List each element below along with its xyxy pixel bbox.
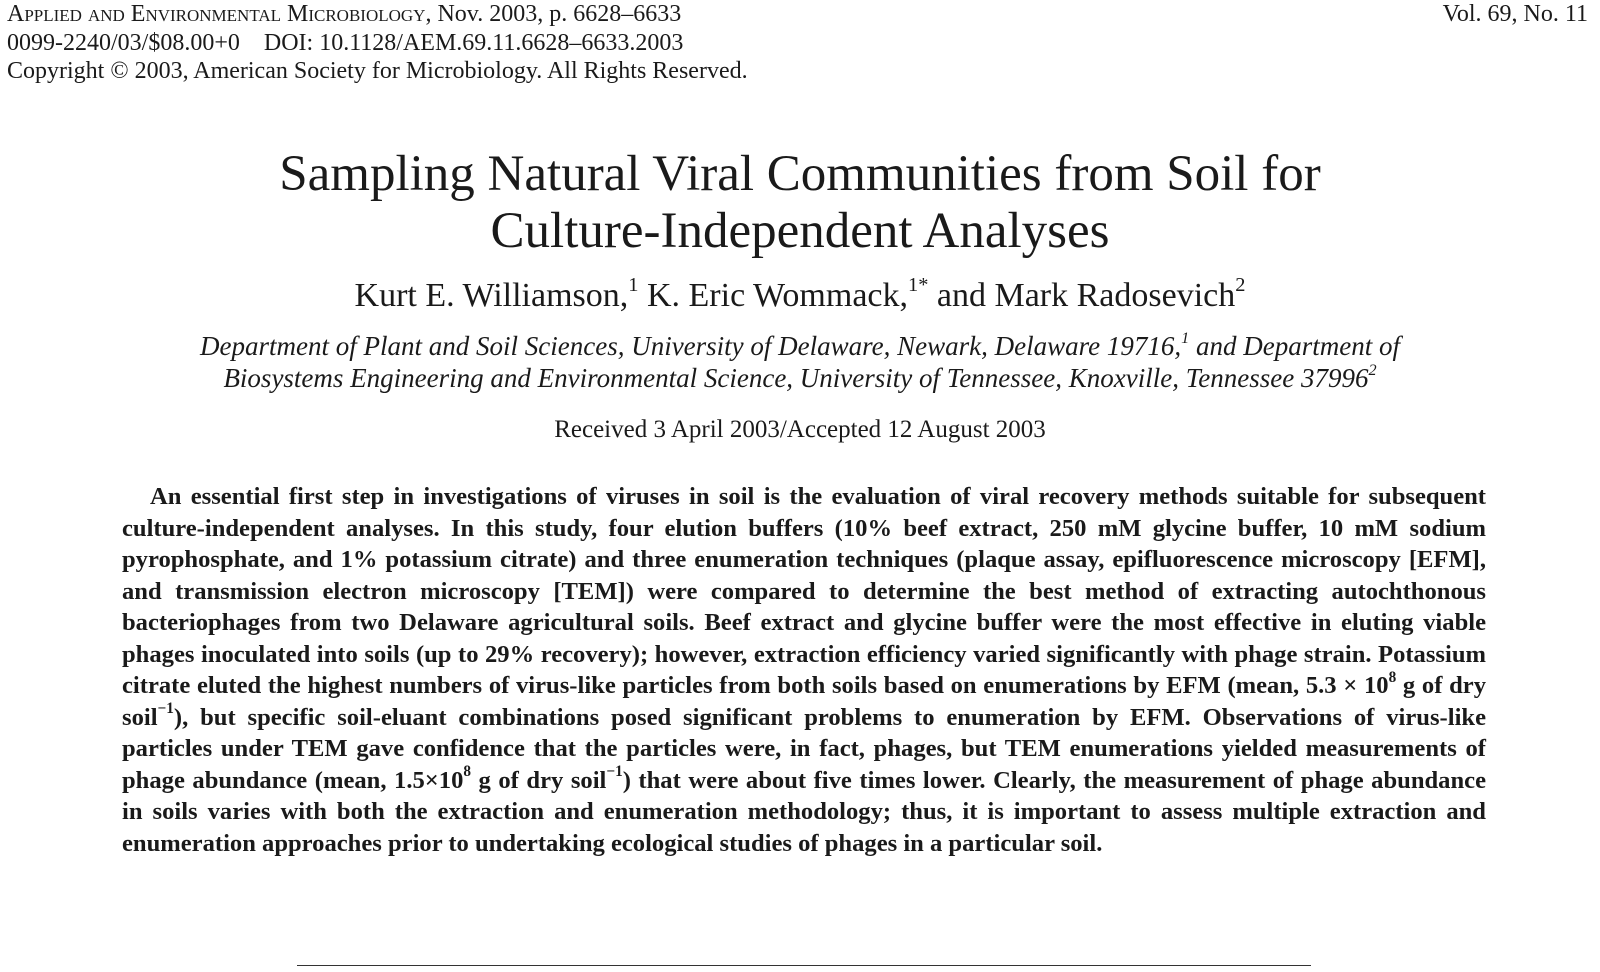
- abstract-text: g of dry soil: [122, 672, 1486, 731]
- abstract-text: ), but specific soil-eluant combinations posed significant problems to enumeration by EFM. Observations of virus-like particles under TEM gave confidence that the particles were, in fact, phages, but TEM enumerations yielded measurements of phage abundance (mean, 1.5×10: [122, 703, 1486, 794]
- exponent: 8: [1388, 668, 1397, 686]
- author-name: K. Eric Wommack,: [638, 277, 908, 314]
- abstract: [122, 481, 1486, 859]
- affiliation-mark: 2: [1368, 360, 1377, 379]
- journal-header: [7, 0, 748, 86]
- article-title: [0, 146, 1600, 260]
- affiliation-text: and Department of: [1189, 331, 1400, 361]
- received-accepted-dates: Received 3 April 2003/Accepted 12 August 2003: [554, 416, 1046, 443]
- affiliation-line-2: [0, 362, 1600, 394]
- affiliation-mark: 1: [1181, 328, 1190, 347]
- abstract-text: An essential first step in investigations of viruses in soil is the evaluation of viral recovery methods suitable for subsequent culture-independent analyses. In this study, four elution buffers (10% beef extract, 250 mM glycine buffer, 10 mM sodium pyrophosphate, and 1% potassium citrate) and three enumeration techniques (plaque assay, epifluorescence microscopy [EFM], and transmission electron microscopy [TEM]) were compared to determine the best method of extracting autochthonous bacteriophages from two Delaware agricultural soils. Beef extract and glycine buffer were the most effective in eluting viable phages inoculated into soils (up to 29% recovery); however, extraction efficiency varied significantly with phage strain. Potassium citrate eluted the highest numbers of virus-like particles from both soils based on enumerations by EFM (mean, 5.3 × 10: [122, 483, 1486, 699]
- author-affiliation-mark: 1: [628, 273, 639, 296]
- title-line-1: Sampling Natural Viral Communities from Soil for: [279, 146, 1321, 202]
- issn-doi-line: 0099-2240/03/$08.00+0 DOI: 10.1128/AEM.69.11.6628–6633.2003: [7, 29, 684, 56]
- exponent: 8: [463, 763, 471, 781]
- affiliation-line-1: [0, 330, 1600, 362]
- author-list: [0, 273, 1600, 316]
- exponent: −1: [157, 700, 174, 718]
- exponent: −1: [606, 763, 623, 781]
- section-divider: [297, 965, 1311, 966]
- author-name: Kurt E. Williamson,: [354, 277, 629, 314]
- title-line-2: Culture-Independent Analyses: [490, 203, 1110, 259]
- author-affiliation-mark: 1*: [908, 273, 929, 296]
- citation-line: [7, 0, 748, 29]
- affiliations: [0, 330, 1600, 394]
- author-name: and Mark Radosevich: [928, 277, 1236, 314]
- affiliation-text: Biosystems Engineering and Environmental Science, University of Tennessee, Knoxville, Tennessee 37996: [223, 363, 1369, 393]
- citation-details: , Nov. 2003, p. 6628–6633: [425, 1, 682, 27]
- copyright-line: Copyright © 2003, American Society for Microbiology. All Rights Reserved.: [7, 58, 748, 84]
- journal-name: Applied and Environmental Microbiology: [7, 1, 426, 27]
- volume-issue: Vol. 69, No. 11: [1442, 1, 1588, 27]
- abstract-text: g of dry soil: [471, 766, 607, 794]
- affiliation-text: Department of Plant and Soil Sciences, University of Delaware, Newark, Delaware 19716,: [200, 331, 1182, 361]
- abstract-text: ) that were about five times lower. Clearly, the measurement of phage abundance in soils varies with both the extraction and enumeration methodology; thus, it is important to assess multiple extraction and enumeration approaches prior to undertaking ecological studies of phages in a particular soil.: [122, 766, 1486, 857]
- author-affiliation-mark: 2: [1235, 273, 1246, 296]
